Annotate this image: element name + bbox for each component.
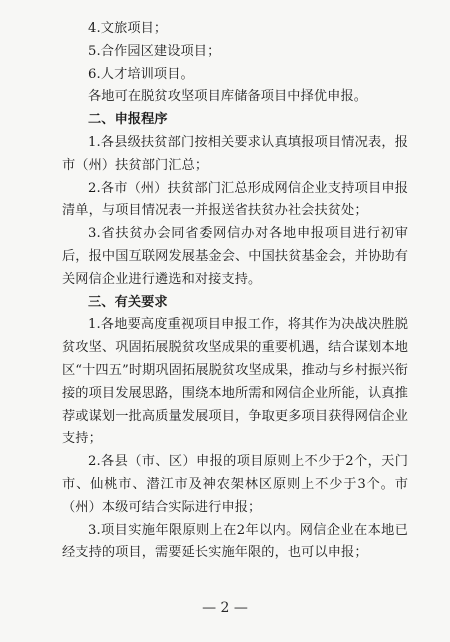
requirement-3: 3.项目实施年限原则上在2年以内。网信企业在本地已经支持的项目，需要延长实施年限的，也可以申报； <box>62 522 408 561</box>
list-item-6: 6.人才培训项目。 <box>88 66 194 82</box>
procedure-step-2: 2.各市（州）扶贫部门汇总形成网信企业支持项目申报清单，与项目情况表一并报送省扶贫办社会扶贫处； <box>62 180 408 219</box>
section-heading-requirements: 三、有关要求 <box>88 294 168 310</box>
section-heading-procedure: 二、申报程序 <box>88 112 168 128</box>
requirement-2: 2.各县（市、区）申报的项目原则上不少于2个，天门市、仙桃市、潜江市及神农架林区原则上不少于3个。市（州）本级可结合实际进行申报； <box>62 454 408 515</box>
list-item-5: 5.合作园区建设项目； <box>88 43 221 59</box>
procedure-step-1: 1.各县级扶贫部门按相关要求认真填报项目情况表，报市（州）扶贫部门汇总； <box>62 134 408 173</box>
requirement-1: 1.各地要高度重视项目申报工作，将其作为决战决胜脱贫攻坚、巩固拓展脱贫攻坚成果的重要机遇，结合谋划本地区“十四五”时期巩固拓展脱贫攻坚成果，推动与乡村振兴衔接的项目发展思路，围绕本地所需和网信企业所能，认真推荐或谋划一批高质量发展项目，争取更多项目获得网信企业支持； <box>62 317 408 447</box>
page-number: — 2 — <box>202 600 248 616</box>
procedure-step-3: 3.省扶贫办会同省委网信办对各地申报项目进行初审后，报中国互联网发展基金会、中国扶贫基金会，并协助有关网信企业进行遴选和对接支持。 <box>62 226 408 287</box>
list-item-4: 4.文旅项目； <box>88 21 168 36</box>
intro-note: 各地可在脱贫攻坚项目库储备项目中择优申报。 <box>88 89 368 105</box>
document-body <box>62 18 408 565</box>
